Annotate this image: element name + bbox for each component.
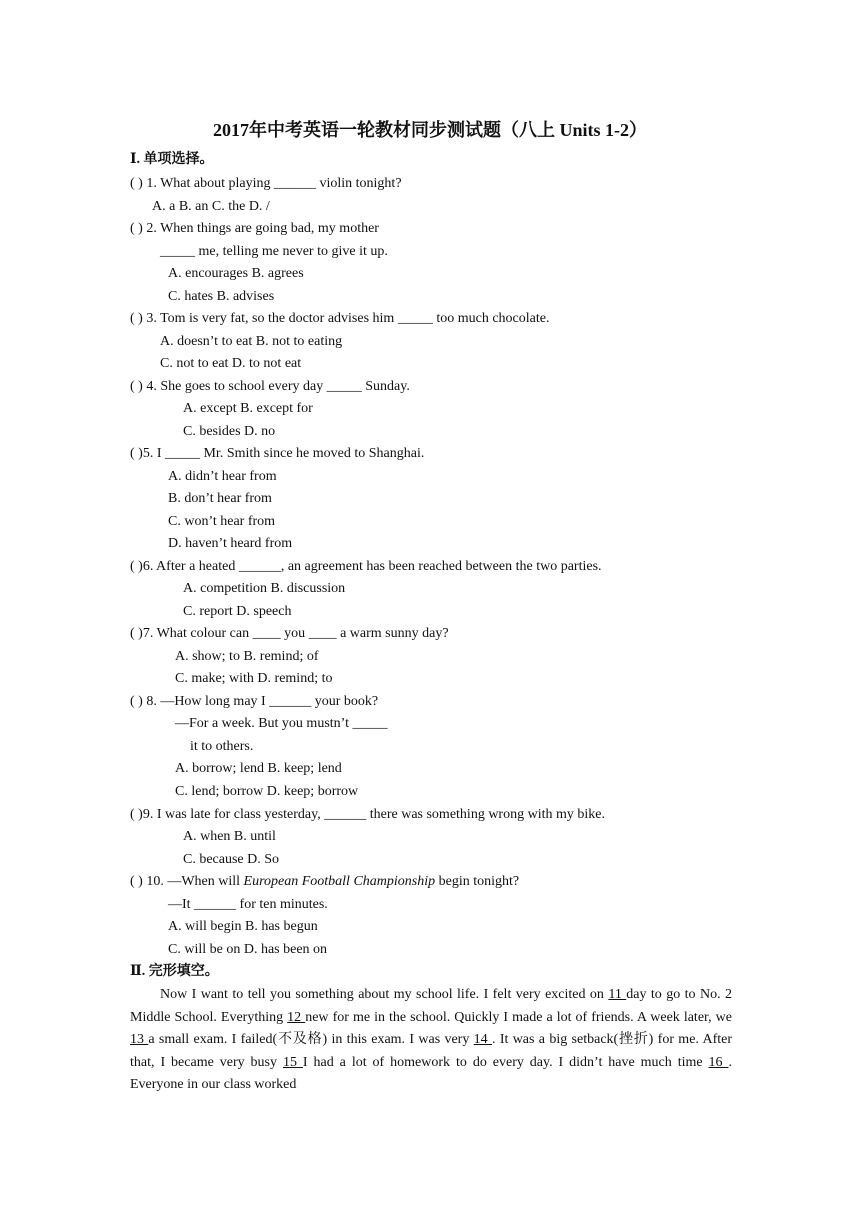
question-10-italic-title: European Football Championship	[243, 874, 436, 889]
question-line: ( ) 1. What about playing ______ violin tonight?	[130, 176, 402, 191]
question-line: A. will begin B. has begun	[168, 919, 318, 934]
cloze-passage	[130, 984, 732, 1097]
question-line: C. will be on D. has been on	[168, 942, 328, 957]
question-line: C. because D. So	[183, 852, 280, 867]
question-line: C. lend; borrow D. keep; borrow	[175, 784, 359, 799]
section-heading-single-choice: Ⅰ. 单项选择。	[130, 152, 214, 167]
question-10-prefix: ( ) 10. —When will	[130, 874, 244, 889]
question-line: ( )5. I _____ Mr. Smith since he moved to Shanghai.	[130, 446, 425, 461]
cloze-blank: 15	[282, 1054, 303, 1070]
passage-text: new for me in the school. Quickly I made a lot of friends. A week later, we	[305, 1009, 733, 1025]
question-line: A. competition B. discussion	[183, 581, 346, 596]
question-line: A. a B. an C. the D. /	[152, 199, 270, 214]
question-line: ( )7. What colour can ____ you ____ a warm sunny day?	[130, 626, 449, 641]
question-line: —For a week. But you mustn’t _____	[175, 716, 388, 731]
question-line: ( ) 2. When things are going bad, my mother	[130, 221, 379, 236]
cloze-blank: 12	[287, 1009, 306, 1025]
question-line: A. except B. except for	[183, 401, 313, 416]
cloze-blank: 13	[130, 1032, 149, 1048]
question-line: A. encourages B. agrees	[168, 266, 304, 281]
question-line: C. make; with D. remind; to	[175, 671, 333, 686]
question-line: C. not to eat D. to not eat	[160, 356, 302, 371]
question-10-suffix: begin tonight?	[435, 874, 520, 889]
cloze-blank: 14	[473, 1032, 492, 1048]
question-line: —It ______ for ten minutes.	[168, 897, 328, 912]
passage-text: day to go to No. 2 Middle School. Everything	[130, 987, 733, 1025]
passage-text: . It was a big setback(挫折) for me. After that, I became very busy	[130, 1032, 732, 1070]
cloze-blank: 16	[708, 1054, 729, 1070]
question-line: ( )9. I was late for class yesterday, ______ there was something wrong with my bike.	[130, 807, 605, 822]
question-line: A. show; to B. remind; of	[175, 649, 319, 664]
passage-text: I had a lot of homework to do every day. I didn’t have much time	[302, 1054, 709, 1070]
question-line: D. haven’t heard from	[168, 536, 293, 551]
question-line: B. don’t hear from	[168, 491, 272, 506]
cloze-blank: 11	[608, 987, 627, 1002]
question-line: ( ) 3. Tom is very fat, so the doctor advises him _____ too much chocolate.	[130, 311, 550, 326]
question-line: C. won’t hear from	[168, 514, 276, 529]
question-line: A. when B. until	[183, 829, 276, 844]
question-line: A. didn’t hear from	[168, 469, 277, 484]
question-line: C. besides D. no	[183, 424, 276, 439]
passage-text: . Everyone in our class worked	[130, 1054, 732, 1093]
question-10	[130, 872, 519, 892]
section-heading-cloze: Ⅱ. 完形填空。	[130, 964, 219, 979]
question-line: C. hates B. advises	[168, 289, 275, 304]
question-line: ( )6. After a heated ______, an agreement has been reached between the two parties.	[130, 559, 602, 574]
question-line: C. report D. speech	[183, 604, 292, 619]
question-line: A. borrow; lend B. keep; lend	[175, 761, 342, 776]
question-line: it to others.	[190, 739, 254, 754]
question-line: ( ) 8. —How long may I ______ your book?	[130, 694, 379, 709]
passage-text: Now I want to tell you something about my school life. I felt very excited on	[160, 987, 609, 1002]
question-line: A. doesn’t to eat B. not to eating	[160, 334, 343, 349]
question-line: _____ me, telling me never to give it up.	[160, 244, 388, 259]
page-title: 2017年中考英语一轮教材同步测试题（八上 Units 1-2）	[212, 120, 647, 140]
question-line: ( ) 4. She goes to school every day _____ Sunday.	[130, 379, 410, 394]
passage-text: a small exam. I failed(不及格) in this exam. I was very	[148, 1032, 474, 1048]
